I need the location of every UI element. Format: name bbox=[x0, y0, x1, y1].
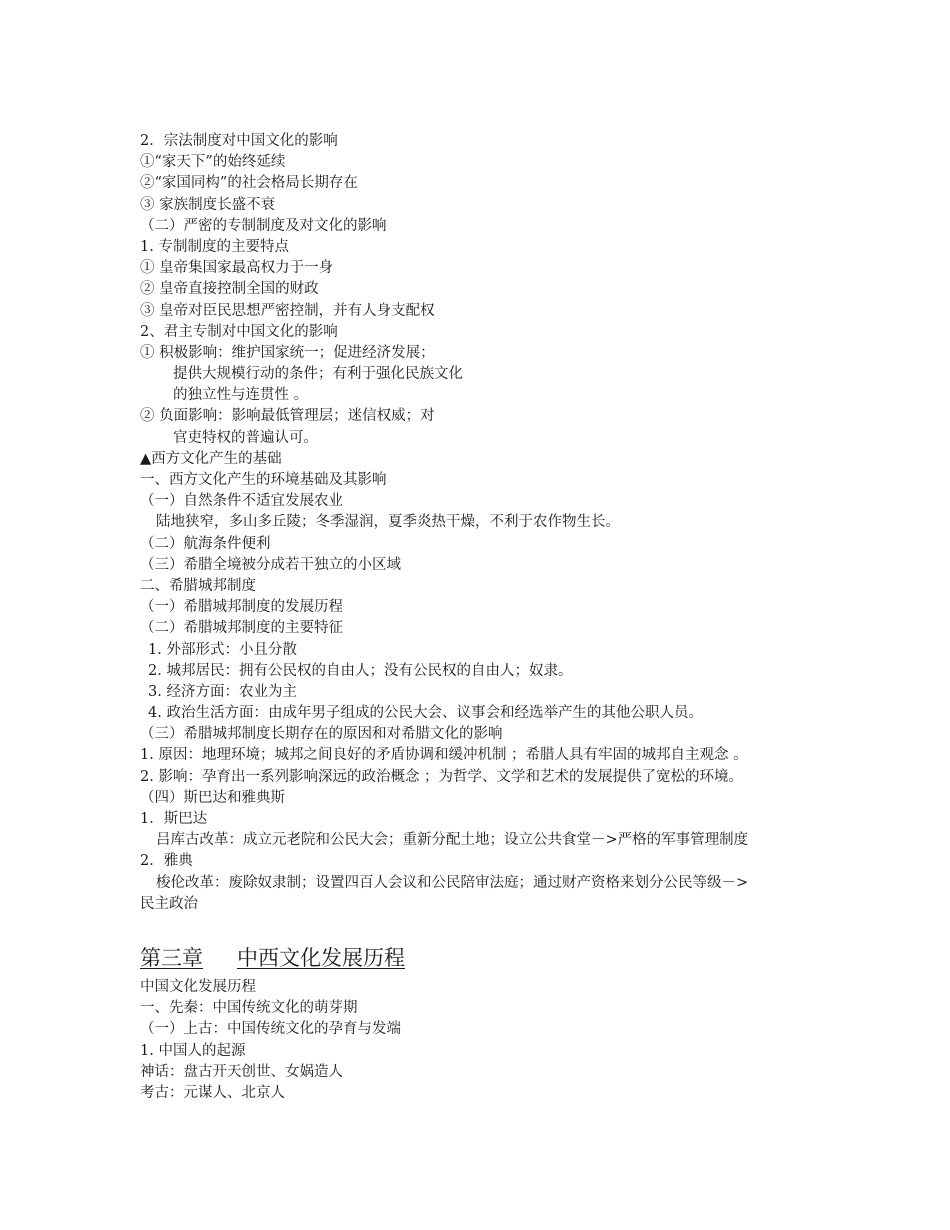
text-line: 3. 经济方面：农业为主 bbox=[148, 683, 297, 700]
text-line: ③ 家族制度长盛不衰 bbox=[140, 196, 276, 213]
text-line: 提供大规模行动的条件；有利于强化民族文化 bbox=[173, 366, 463, 383]
text-line: 2. 影响：孕育出一系列影响深远的政治概念 ；为哲学、文学和艺术的发展提供了宽松的环境。 bbox=[140, 768, 744, 785]
text-line: 1. 专制制度的主要特点 bbox=[140, 238, 289, 255]
text-line: ① 皇帝集国家最高权力于一身 bbox=[140, 260, 334, 277]
section-heading: ▲西方文化产生的基础 bbox=[140, 450, 282, 467]
text-line: ③ 皇帝对臣民思想严密控制，并有人身支配权 bbox=[140, 302, 435, 319]
section-spacer bbox=[140, 915, 820, 943]
text-line: 陆地狭窄，多山多丘陵；冬季湿润，夏季炎热干燥，不利于农作物生长。 bbox=[156, 514, 620, 531]
text-line: 1. 外部形式：小且分散 bbox=[148, 641, 297, 658]
text-line: 的独立性与连贯性 。 bbox=[173, 387, 309, 404]
text-line: （三）希腊城邦制度长期存在的原因和对希腊文化的影响 bbox=[140, 726, 503, 743]
chapter-heading bbox=[140, 943, 820, 975]
text-line: 中国文化发展历程 bbox=[140, 978, 256, 995]
text-line: 吕库古改革：成立元老院和公民大会；重新分配土地；设立公共食堂－>严格的军事管理制度 bbox=[156, 832, 749, 849]
text-line: ② 皇帝直接控制全国的财政 bbox=[140, 281, 319, 298]
text-line: 1. 原因：地理环境；城邦之间良好的矛盾协调和缓冲机制 ；希腊人具有牢固的城邦自主观念 。 bbox=[140, 747, 748, 764]
text-line: 1. 中国人的起源 bbox=[140, 1042, 246, 1059]
chapter-number: 第三章 bbox=[140, 945, 203, 970]
text-line: 一、先秦：中国传统文化的萌芽期 bbox=[140, 1000, 358, 1017]
text-line: （三）希腊全境被分成若干独立的小区域 bbox=[140, 556, 401, 573]
text-line: 2．宗法制度对中国文化的影响 bbox=[140, 133, 338, 149]
text-line: 民主政治 bbox=[140, 895, 198, 912]
page-content bbox=[140, 131, 820, 1104]
text-line: ①“家天下”的始终延续 bbox=[140, 154, 286, 171]
text-line: 2. 城邦居民：拥有公民权的自由人；没有公民权的自由人；奴隶。 bbox=[148, 662, 573, 679]
text-line: 4. 政治生活方面：由成年男子组成的公民大会、议事会和经选举产生的其他公职人员。 bbox=[148, 705, 703, 722]
text-line: 神话：盘古开天创世、女娲造人 bbox=[140, 1063, 343, 1080]
text-line: ②“家国同构”的社会格局长期存在 bbox=[140, 175, 358, 192]
text-line: 二、希腊城邦制度 bbox=[140, 577, 256, 594]
text-line: （一）上古：中国传统文化的孕育与发端 bbox=[140, 1021, 401, 1038]
text-line: ① 积极影响：维护国家统一；促进经济发展； bbox=[140, 344, 435, 361]
chapter-title: 中西文化发展历程 bbox=[237, 945, 405, 970]
text-line: 1．斯巴达 bbox=[140, 811, 208, 827]
text-line: （四）斯巴达和雅典斯 bbox=[140, 789, 285, 806]
text-line: 官吏特权的普遍认可。 bbox=[173, 429, 318, 446]
text-line: 一、西方文化产生的环境基础及其影响 bbox=[140, 472, 387, 488]
text-line: （一）自然条件不适宜发展农业 bbox=[140, 493, 343, 510]
text-line: 2、君主专制对中国文化的影响 bbox=[140, 323, 338, 340]
text-line: ② 负面影响：影响最低管理层；迷信权威；对 bbox=[140, 408, 435, 425]
text-line: （二）航海条件便利 bbox=[140, 535, 271, 552]
text-line: 梭伦改革：废除奴隶制；设置四百人会议和公民陪审法庭；通过财产资格来划分公民等级－> bbox=[156, 874, 749, 891]
text-line: （一）希腊城邦制度的发展历程 bbox=[140, 599, 343, 616]
text-line: 考古：元谋人、北京人 bbox=[140, 1084, 285, 1101]
text-line: （二）希腊城邦制度的主要特征 bbox=[140, 620, 343, 637]
text-line: （二）严密的专制制度及对文化的影响 bbox=[140, 217, 387, 234]
text-line: 2．雅典 bbox=[140, 853, 193, 870]
